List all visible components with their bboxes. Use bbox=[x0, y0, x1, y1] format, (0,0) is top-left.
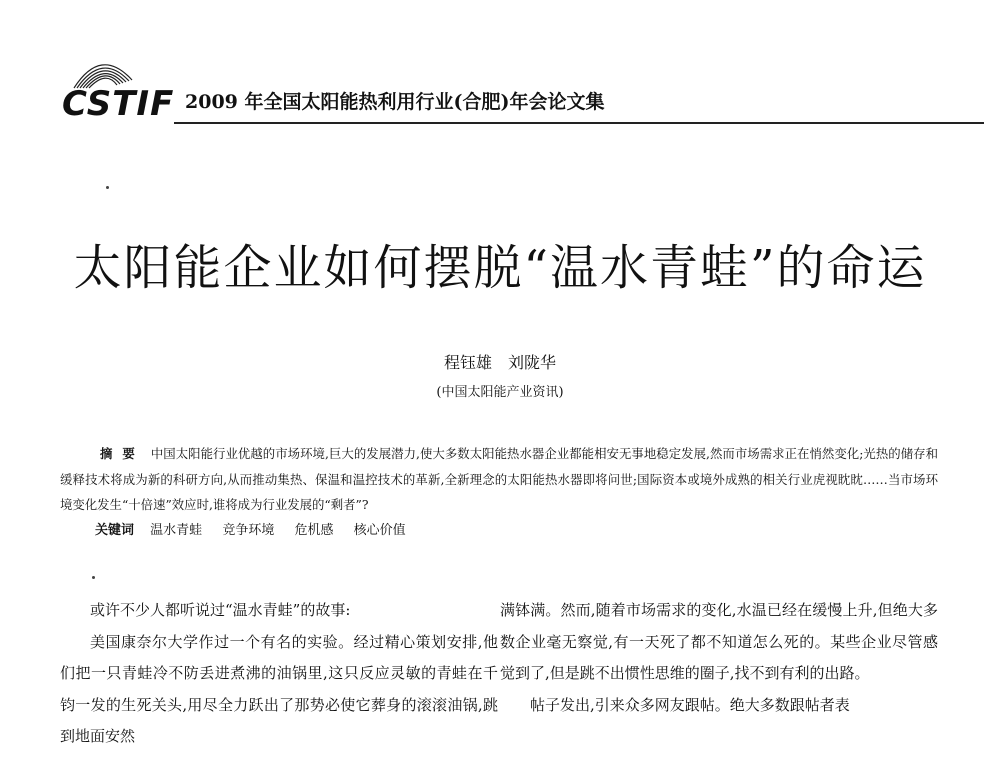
keyword-item: 竞争环境 bbox=[222, 523, 275, 538]
keyword-item: 核心价值 bbox=[353, 523, 406, 538]
keyword-item: 危机感 bbox=[294, 523, 334, 538]
conference-title: 2009 年全国太阳能热利用行业(合肥)年会论文集 bbox=[185, 91, 605, 113]
body-paragraph-continued: 满钵满。然而,随着市场需求的变化,水温已经在缓慢上升,但绝大多数企业毫无察觉,有一天死了都不知道怎么死的。某些企业尽管感觉到了,但是跳不出惯性思维的圈子,找不到有利的出路。 bbox=[500, 601, 938, 682]
body-column-right bbox=[500, 595, 938, 721]
logo-text: CSTIF bbox=[62, 84, 175, 124]
keywords-line bbox=[95, 520, 422, 542]
body-paragraph: 美国康奈尔大学作过一个有名的实验。经过精心策划安排,他们把一只青蛙冷不防丢进煮沸的油锅里,这只反应灵敏的青蛙在千钧一发的生死关头,用尽全力跃出了那势必使它葬身的滚滚油锅,跳到地面安然 bbox=[60, 632, 498, 745]
author-names: 程钰雄 刘陇华 bbox=[443, 353, 556, 372]
scan-speck bbox=[106, 186, 109, 189]
abstract-block bbox=[60, 441, 938, 518]
body-paragraph: 或许不少人都听说过“温水青蛙”的故事: bbox=[90, 601, 351, 619]
keywords-label: 关键词 bbox=[95, 523, 135, 538]
scan-speck bbox=[92, 576, 95, 579]
body-column-left bbox=[60, 595, 498, 753]
body-paragraph: 帖子发出,引来众多网友跟帖。绝大多数跟帖者表 bbox=[530, 695, 850, 714]
cstif-logo bbox=[62, 48, 175, 126]
header-divider bbox=[174, 122, 984, 124]
author-affiliation: (中国太阳能产业资讯) bbox=[436, 385, 564, 400]
running-header bbox=[62, 48, 984, 128]
abstract-text: 中国太阳能行业优越的市场环境,巨大的发展潜力,使大多数太阳能热水器企业都能相安无事地稳定发展,然而市场需求正在悄然变化;光热的储存和缓释技术将成为新的科研方向,从而推动集热、保温和温控技术的革新,全新理念的太阳能热水器即将问世;国际资本或境外成熟的相关行业虎视眈眈……当市场环境变化发生“十倍速”效应时,谁将成为行业发展的“剩者”? bbox=[60, 446, 938, 512]
keyword-item: 温水青蛙 bbox=[150, 523, 203, 538]
abstract-label: 摘要 bbox=[100, 446, 145, 461]
article-title: 太阳能企业如何摆脱“温水青蛙”的命运 bbox=[73, 240, 927, 296]
